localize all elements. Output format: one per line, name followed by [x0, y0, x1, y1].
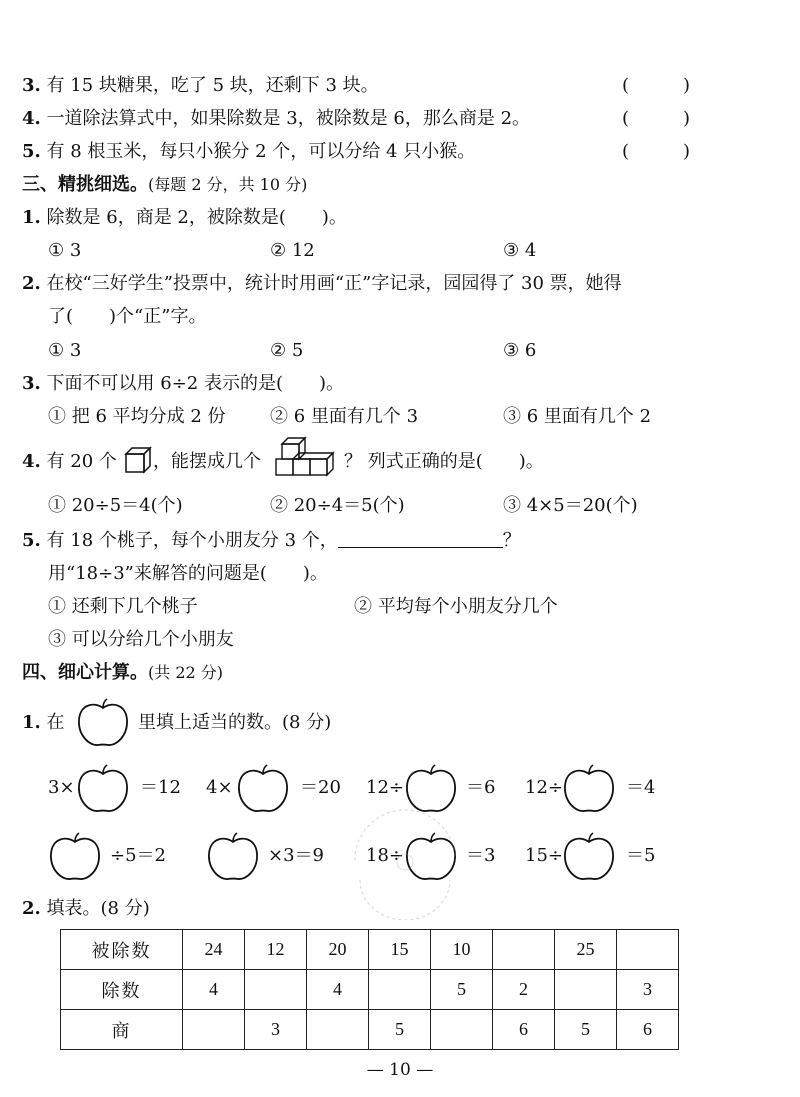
table-cell: 20	[307, 930, 369, 970]
s4-q1-text-a: 在	[46, 712, 65, 733]
table-cell[interactable]	[617, 930, 679, 970]
division-table	[60, 929, 679, 1050]
s3-q1-num: 1.	[22, 207, 41, 228]
table-cell: 6	[617, 1010, 679, 1050]
judge-q3-num: 3.	[22, 75, 41, 96]
calc-7-post: ＝3	[466, 845, 496, 866]
paren-close: )	[682, 75, 690, 96]
table-row-label: 被除数	[61, 930, 183, 970]
calc-2-post: ＝20	[300, 777, 341, 798]
s3-q5-blank[interactable]	[338, 529, 503, 548]
s3-q3-option-2[interactable]: ② 6 里面有几个 3	[270, 406, 419, 427]
section4-note: (共 22 分)	[148, 663, 224, 682]
s3-q2-option-3[interactable]: ③ 6	[503, 340, 537, 361]
s3-q3-text: 下面不可以用 6÷2 表示的是( )。	[46, 373, 345, 394]
table-row	[61, 1010, 679, 1050]
table-cell[interactable]	[555, 970, 617, 1010]
judge-q4-num: 4.	[22, 108, 41, 129]
calc-8-post: ＝5	[626, 845, 656, 866]
apple-input-2[interactable]	[236, 764, 290, 814]
s3-q5-num: 5.	[22, 530, 41, 551]
judge-q5	[22, 140, 475, 164]
s3-q5-text2: 用“18÷3”来解答的问题是( )。	[48, 563, 328, 584]
s3-q4-option-2[interactable]: ② 20÷4＝5(个)	[270, 495, 405, 516]
table-cell: 3	[617, 970, 679, 1010]
judge-q3-text: 有 15 块糖果，吃了 5 块，还剩下 3 块。	[46, 75, 379, 96]
s3-q2-option-1[interactable]: ① 3	[48, 340, 82, 361]
stacked-cubes-icon	[274, 436, 340, 478]
paren-open: (	[622, 141, 630, 162]
judge-q3-answer[interactable]	[622, 74, 690, 98]
s3-q5-option-1[interactable]: ① 还剩下几个桃子	[48, 596, 198, 617]
table-cell: 24	[183, 930, 245, 970]
calc-6-post: ×3＝9	[268, 845, 324, 866]
s3-q1-option-3[interactable]: ③ 4	[503, 240, 537, 261]
calc-2-pre: 4×	[206, 777, 233, 798]
table-cell[interactable]	[431, 1010, 493, 1050]
table-cell[interactable]	[369, 970, 431, 1010]
table-cell[interactable]	[307, 1010, 369, 1050]
s3-q4-text-b: ，能摆成几个	[153, 451, 261, 472]
apple-input-5[interactable]	[48, 832, 102, 882]
s3-q4	[22, 450, 117, 474]
judge-q4-answer[interactable]	[622, 107, 690, 131]
table-cell: 2	[493, 970, 555, 1010]
section4-heading	[22, 661, 223, 685]
s3-q2	[22, 272, 622, 296]
apple-input-8[interactable]	[562, 832, 616, 882]
apple-example-icon	[76, 698, 130, 748]
s3-q2-num: 2.	[22, 273, 41, 294]
apple-input-4[interactable]	[562, 764, 616, 814]
s3-q1	[22, 206, 347, 230]
s3-q5-option-2[interactable]: ② 平均每个小朋友分几个	[354, 596, 558, 617]
judge-q4-text: 一道除法算式中，如果除数是 3，被除数是 6，那么商是 2。	[46, 108, 531, 129]
s3-q4-option-1[interactable]: ① 20÷5＝4(个)	[48, 495, 183, 516]
table-cell: 4	[183, 970, 245, 1010]
apple-input-6[interactable]	[206, 832, 260, 882]
s3-q1-option-2[interactable]: ② 12	[270, 240, 315, 261]
calc-1-pre: 3×	[48, 777, 75, 798]
calc-4-post: ＝4	[626, 777, 656, 798]
paren-close: )	[682, 108, 690, 129]
s3-q3-option-1[interactable]: ① 把 6 平均分成 2 份	[48, 406, 226, 427]
s3-q1-text: 除数是 6，商是 2，被除数是( )。	[46, 207, 347, 228]
section3-note: (每题 2 分，共 10 分)	[148, 175, 308, 194]
table-row	[61, 970, 679, 1010]
s3-q3	[22, 372, 344, 396]
s3-q4-option-3[interactable]: ③ 4×5＝20(个)	[503, 495, 638, 516]
table-cell: 5	[369, 1010, 431, 1050]
table-cell: 15	[369, 930, 431, 970]
calc-1-post: ＝12	[140, 777, 181, 798]
table-cell: 5	[431, 970, 493, 1010]
s3-q3-num: 3.	[22, 373, 41, 394]
judge-q5-answer[interactable]	[622, 140, 690, 164]
s4-q1-num: 1.	[22, 712, 41, 733]
s3-q2-text2: 了( )个“正”字。	[48, 306, 207, 327]
table-cell: 12	[245, 930, 307, 970]
s4-q2-num: 2.	[22, 898, 41, 919]
calc-5-post: ÷5＝2	[110, 845, 166, 866]
s3-q5-text-b: ？	[502, 530, 521, 551]
judge-q5-num: 5.	[22, 141, 41, 162]
table-row-label: 除数	[61, 970, 183, 1010]
table-cell[interactable]	[183, 1010, 245, 1050]
s4-q2	[22, 897, 150, 921]
calc-3-post: ＝6	[466, 777, 496, 798]
calc-3-pre: 12÷	[366, 777, 404, 798]
cube-icon	[124, 446, 152, 474]
section4-title: 四、细心计算。	[22, 662, 148, 683]
s3-q5-option-3[interactable]: ③ 可以分给几个小朋友	[48, 629, 234, 650]
s3-q2-text: 在校“三好学生”投票中，统计时用画“正”字记录，园园得了 30 票，她得	[46, 273, 622, 294]
judge-q5-text: 有 8 根玉米，每只小猴分 2 个，可以分给 4 只小猴。	[46, 141, 476, 162]
s4-q2-text: 填表。(8 分)	[46, 898, 150, 919]
table-cell[interactable]	[245, 970, 307, 1010]
s3-q5-text-a: 有 18 个桃子，每个小朋友分 3 个，	[46, 530, 338, 551]
calc-8-pre: 15÷	[525, 845, 563, 866]
section3-heading	[22, 173, 307, 197]
s4-q1	[22, 711, 65, 735]
calc-4-pre: 12÷	[525, 777, 563, 798]
s3-q4-num: 4.	[22, 451, 41, 472]
table-cell: 6	[493, 1010, 555, 1050]
s3-q4-text-c: ？ 列式正确的是( )。	[344, 451, 544, 472]
table-cell: 3	[245, 1010, 307, 1050]
watermark-stamp-icon	[335, 800, 475, 920]
table-row	[61, 930, 679, 970]
table-cell: 10	[431, 930, 493, 970]
paren-open: (	[622, 108, 630, 129]
s3-q4-text-a: 有 20 个	[46, 451, 117, 472]
table-cell: 25	[555, 930, 617, 970]
calc-7-pre: 18÷	[366, 845, 404, 866]
apple-input-1[interactable]	[76, 764, 130, 814]
page-number: — 10 —	[366, 1060, 434, 1080]
table-cell: 5	[555, 1010, 617, 1050]
paren-close: )	[682, 141, 690, 162]
table-cell: 4	[307, 970, 369, 1010]
s3-q1-option-1[interactable]: ① 3	[48, 240, 82, 261]
paren-open: (	[622, 75, 630, 96]
s3-q5	[22, 529, 521, 553]
section3-title: 三、精挑细选。	[22, 174, 148, 195]
judge-q4	[22, 107, 530, 131]
judge-q3	[22, 74, 379, 98]
s4-q1-text-b: 里填上适当的数。(8 分)	[138, 712, 332, 733]
table-row-label: 商	[61, 1010, 183, 1050]
table-cell[interactable]	[493, 930, 555, 970]
s3-q2-option-2[interactable]: ② 5	[270, 340, 304, 361]
s3-q3-option-3[interactable]: ③ 6 里面有几个 2	[503, 406, 652, 427]
